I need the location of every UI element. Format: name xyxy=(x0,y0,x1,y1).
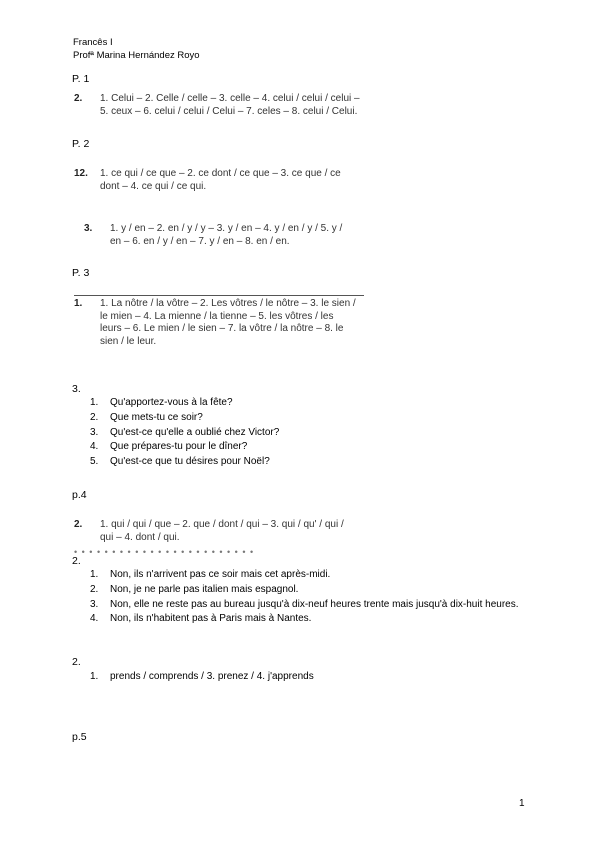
label-section-2a: 2. xyxy=(72,555,81,567)
answer-line: 5. ceux – 6. celui / celui / Celui – 7. celes – 8. celui / Celui. xyxy=(100,105,358,117)
page-number: 1 xyxy=(519,798,525,809)
answer-line: 1. La nôtre / la vôtre – 2. Les vôtres / le nôtre – 3. le sien / xyxy=(100,298,356,309)
exercise-number: 3. xyxy=(84,223,93,234)
answer-line: 1. qui / qui / que – 2. que / dont / qui – 3. qui / qu' / qui / xyxy=(100,519,344,530)
list-item: 5. Qu'est-ce que tu désires pour Noël? xyxy=(90,456,270,468)
answer-line: dont – 4. ce qui / ce qui. xyxy=(100,180,207,192)
document-header xyxy=(73,36,200,62)
course-title: Francês I xyxy=(73,37,113,48)
scan-cut-edge: • • • • • • • • • • • • • • • • • • • • • • • • xyxy=(74,547,255,553)
list-item: 1. Qu'apportez-vous à la fête? xyxy=(90,397,233,408)
label-p1: P. 1 xyxy=(72,73,90,85)
answer-line: 1. Celui – 2. Celle / celle – 3. celle – 4. celui / celui / celui – xyxy=(100,93,360,104)
exercise-number: 1. xyxy=(74,298,83,309)
list-item: 2. Non, je ne parle pas italien mais espagnol. xyxy=(90,583,299,595)
list-item: 4. Non, ils n'habitent pas à Paris mais à Nantes. xyxy=(90,613,312,625)
scan-p2-exercise-3 xyxy=(84,223,342,248)
scan-p3-exercise xyxy=(74,298,356,348)
answer-line: en – 6. en / y / en – 7. y / en – 8. en / en. xyxy=(110,235,290,247)
list-item: 3. Qu'est-ce qu'elle a oublié chez Victor? xyxy=(90,426,280,438)
label-p4: p.4 xyxy=(72,489,87,501)
scan-p4-exercise xyxy=(74,519,344,544)
answer-line: leurs – 6. Le mien / le sien – 7. la vôtre / la nôtre – 8. le xyxy=(100,323,344,334)
exercise-number: 2. xyxy=(74,93,83,104)
answer-line: le mien – 4. La mienne / la tienne – 5. les vôtres / les xyxy=(100,310,334,322)
answer-line: sien / le leur. xyxy=(100,335,157,347)
scan-rule xyxy=(74,295,364,296)
scan-p2-exercise-12 xyxy=(74,168,341,193)
scan-p1-exercise xyxy=(74,93,360,118)
teacher-name: Profª Marina Hernández Royo xyxy=(73,50,200,61)
list-item: 3. Non, elle ne reste pas au bureau jusqu'à dix-neuf heures trente mais jusqu'à dix-huit heures. xyxy=(90,598,519,610)
answer-line: 1. y / en – 2. en / y / y – 3. y / en – 4. y / en / y / 5. y / xyxy=(110,223,343,234)
label-p2: P. 2 xyxy=(72,138,90,150)
list-item: 1. prends / comprends / 3. prenez / 4. j'apprends xyxy=(90,671,314,682)
list-item: 1. Non, ils n'arrivent pas ce soir mais cet après-midi. xyxy=(90,569,331,580)
answer-list-b xyxy=(72,670,536,685)
list-item: 4. Que prépares-tu pour le dîner? xyxy=(90,441,248,453)
answer-line: 1. ce qui / ce que – 2. ce dont / ce que – 3. ce que / ce xyxy=(100,168,341,179)
question-list xyxy=(72,396,536,470)
list-item: 2. Que mets-tu ce soir? xyxy=(90,411,203,423)
answer-line: qui – 4. dont / qui. xyxy=(100,531,180,543)
label-p5: p.5 xyxy=(72,731,87,743)
exercise-number: 2. xyxy=(74,519,83,530)
label-p3: P. 3 xyxy=(72,267,90,279)
label-section-2b: 2. xyxy=(72,656,81,668)
label-section-3: 3. xyxy=(72,383,81,395)
exercise-number: 12. xyxy=(74,168,88,179)
answer-list-a xyxy=(72,568,536,627)
